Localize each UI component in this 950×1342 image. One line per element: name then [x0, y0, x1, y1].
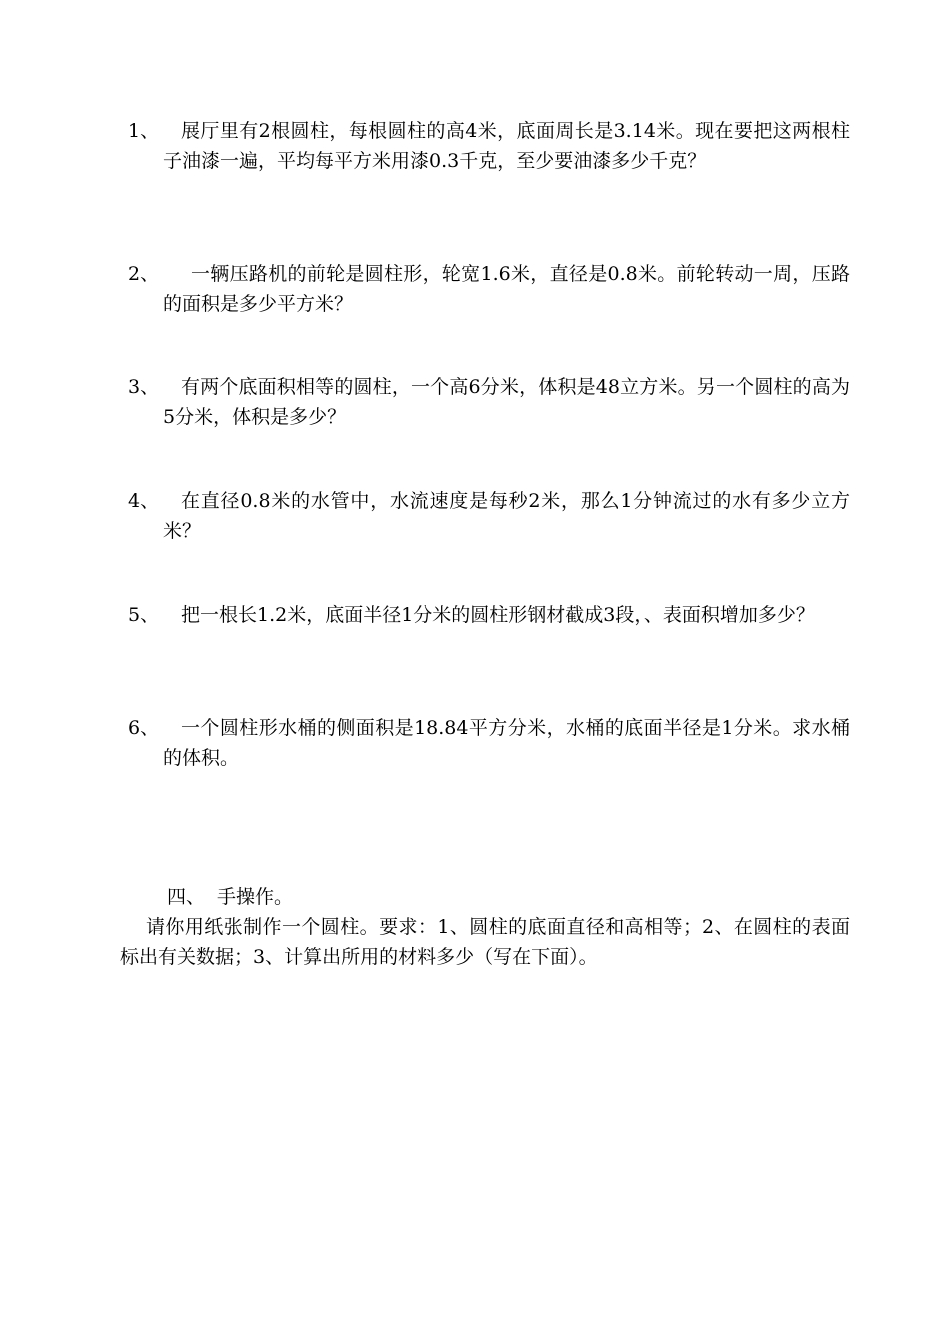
problem-number: 3、	[128, 376, 160, 398]
problem-text: 把一根长1.2米，底面半径1分米的圆柱形钢材截成3段，、表面积增加多少？	[181, 604, 815, 626]
problem-text: 有两个底面积相等的圆柱，一个高6分米，体积是48立方米。另一个圆柱的高为5分米，体积是多少？	[163, 376, 850, 428]
problem-number: 1、	[128, 120, 160, 142]
problem-3	[128, 372, 850, 432]
section-title: 手操作。	[217, 886, 294, 908]
problem-4	[128, 486, 850, 546]
problem-5	[128, 600, 850, 630]
problem-text: 一辆压路机的前轮是圆柱形，轮宽1.6米，直径是0.8米。前轮转动一周，压路的面积是多少平方米？	[163, 263, 850, 315]
problem-text: 一个圆柱形水桶的侧面积是18.84平方分米，水桶的底面半径是1分米。求水桶的体积。	[163, 717, 850, 769]
problem-1	[128, 116, 850, 176]
problem-2	[128, 259, 850, 319]
problem-text: 在直径0.8米的水管中，水流速度是每秒2米，那么1分钟流过的水有多少立方米？	[163, 490, 850, 542]
problem-number: 4、	[128, 490, 160, 512]
problem-text: 展厅里有2根圆柱，每根圆柱的高4米，底面周长是3.14米。现在要把这两根柱子油漆一遍，平均每平方米用漆0.3千克，至少要油漆多少千克？	[163, 120, 850, 172]
problem-number: 6、	[128, 717, 160, 739]
problem-number: 2、	[128, 263, 160, 285]
problem-6	[128, 713, 850, 773]
section-instructions: 请你用纸张制作一个圆柱。要求：1、圆柱的底面直径和高相等；2、在圆柱的表面标出有关数据；3、计算出所用的材料多少（写在下面）。	[120, 916, 850, 968]
problem-number: 5、	[128, 604, 160, 626]
section-number: 四、	[167, 886, 206, 908]
section-heading	[167, 882, 293, 912]
